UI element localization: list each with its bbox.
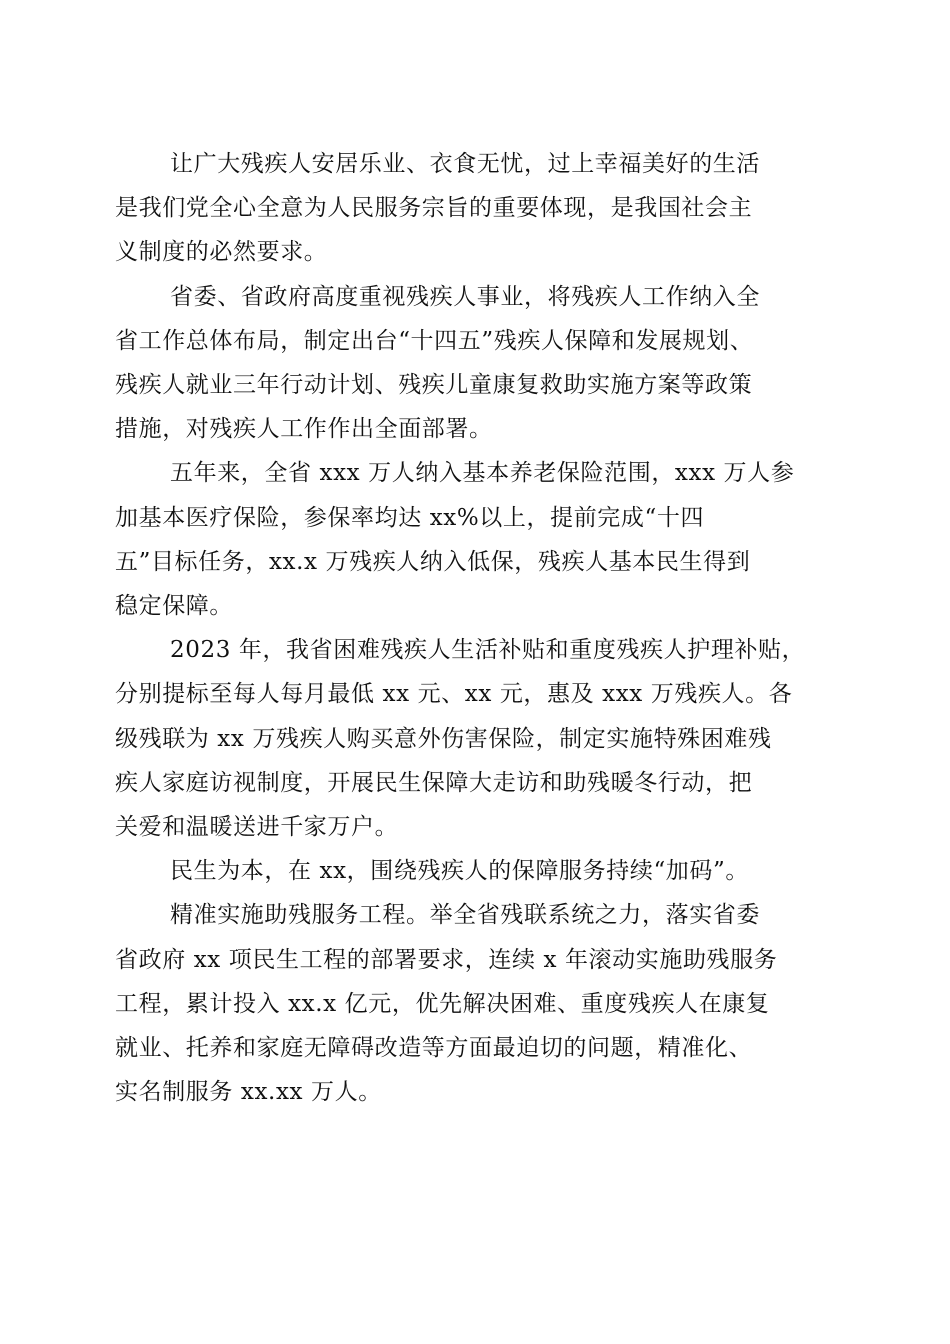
paragraph-6 [115,893,835,1114]
document-body [115,142,835,1114]
paragraph-line: 稳定保障。 [115,593,233,620]
paragraph-line: 实名制服务 xx.xx 万人。 [115,1079,382,1106]
paragraph-5 [115,849,835,893]
paragraph-line: 工程，累计投入 xx.x 亿元，优先解决困难、重度残疾人在康复 [115,990,770,1017]
paragraph-line: 省委、省政府高度重视残疾人事业，将残疾人工作纳入全 [170,283,760,310]
paragraph-line: 五年来，全省 xxx 万人纳入基本养老保险范围，xxx 万人参 [170,460,795,487]
paragraph-line: 残疾人就业三年行动计划、残疾儿童康复救助实施方案等政策 [115,372,753,399]
paragraph-3 [115,451,835,628]
paragraph-line: 让广大残疾人安居乐业、衣食无忧，过上幸福美好的生活 [170,151,760,177]
paragraph-1 [115,142,835,275]
paragraph-line: 疾人家庭访视制度，开展民生保障大走访和助残暖冬行动，把 [115,769,753,796]
paragraph-line: 是我们党全心全意为人民服务宗旨的重要体现，是我国社会主 [115,195,753,222]
paragraph-line: 五”目标任务，xx.x 万残疾人纳入低保，残疾人基本民生得到 [115,548,751,575]
paragraph-line: 省政府 xx 项民生工程的部署要求，连续 x 年滚动实施助残服务 [115,946,778,973]
paragraph-line: 分别提标至每人每月最低 xx 元、xx 元，惠及 xxx 万残疾人。各 [115,681,793,708]
paragraph-line: 加基本医疗保险，参保率均达 xx%以上，提前完成“十四 [115,504,705,531]
paragraph-line: 措施，对残疾人工作作出全面部署。 [115,416,493,443]
paragraph-2 [115,275,835,452]
paragraph-line: 级残联为 xx 万残疾人购买意外伤害保险，制定实施特殊困难残 [115,725,772,752]
paragraph-4 [115,628,835,849]
paragraph-line: 精准实施助残服务工程。举全省残联系统之力，落实省委 [170,902,760,929]
paragraph-line: 关爱和温暖送进千家万户。 [115,814,399,841]
paragraph-line: 民生为本，在 xx，围绕残疾人的保障服务持续“加码”。 [170,858,749,885]
paragraph-line: 2023 年，我省困难残疾人生活补贴和重度残疾人护理补贴， [170,637,806,664]
paragraph-line: 省工作总体布局，制定出台“十四五”残疾人保障和发展规划、 [115,327,754,354]
paragraph-line: 义制度的必然要求。 [115,239,328,266]
paragraph-line: 就业、托养和家庭无障碍改造等方面最迫切的问题，精准化、 [115,1035,753,1062]
